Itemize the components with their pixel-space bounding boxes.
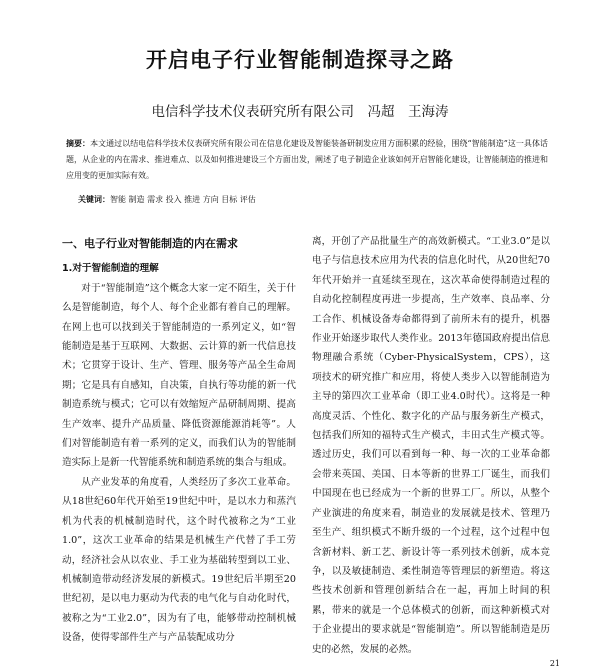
paper-title: 开启电子行业智能制造探寻之路 — [146, 48, 454, 72]
paragraph: 从产业发革的角度看，人类经历了多次工业革命。从18世纪60年代开始至19世纪中叶，是以水力和蒸汽机为代表的机械制造时代，这个时代被称之为“工业1.0”，这次工业革命的结果是机械生产代替了手工劳动，经济社会从以农业、手工业为基础转型到以工业、机械制造带动经济发展的新模式。19世纪后半期至20世纪初，是以电力驱动为代表的电气化与自动化时代，被称之为“工业2.0”，因为有了电，能够带动控制机械设备，使得零部件生产与产品装配成功分 — [62, 476, 296, 644]
right-column — [312, 232, 550, 659]
keywords-label: 关键词： — [78, 195, 110, 204]
subsection-heading: 1.对于智能制造的理解 — [62, 263, 159, 275]
abstract-label: 摘要： — [66, 139, 91, 148]
keywords-text: 智能 制造 需求 投入 推进 方向 目标 评估 — [110, 195, 256, 204]
page-number: 21 — [549, 659, 560, 668]
author-line: 电信科学技术仪表研究所有限公司 冯超 王海涛 — [151, 104, 449, 120]
keywords — [78, 194, 256, 205]
abstract-text: 本文通过以结电信科学技术仪表研究所有限公司在信息化建设及智能装备研制发应用方面积累的经验，围绕“智能制造”这一具体话题，从企业的内在需求、推进难点、以及如何推进建设三个方面出发，阐述了电子制造企业该如何开启智能化建设，让智能制造的推进和应用变的更加实际有效。 — [66, 139, 548, 180]
abstract — [66, 136, 548, 184]
paragraph: 离，开创了产品批量生产的高效新模式。“工业3.0”是以电子与信息技术应用为代表的信息化时代，从20世纪70年代开始并一直延续至现在，这次革命使得制造过程的自动化控制程度再进一步提高，生产效率、良品率、分工合作、机械设备寿命都得到了前所未有的提升，机器作业开始逐步取代人类作业。2013年德国政府提出信息物理融合系统（Cyber-PhysicalSystem，CPS），这项技术的研究推广和应用，将使人类步入以智能制造为主导的第四次工业革命（即工业4.0时代）。这将是一种高度灵活、个性化、数字化的产品与服务新生产模式，包括我们所知的福特式生产模式，丰田式生产模式等。透过历史，我们可以看到每一种、每一次的工业革命都会带来英国、美国、日本等新的世界工厂诞生，而我们中国现在也已经成为一个新的世界工厂。所以，从整个产业演进的角度来看，制造业的发展就是技术、管理乃至生产、组织模式不断升级的一个过程，这个过程中包含新材料、新工艺、新设计等一系列技术创新，成本竞争，以及敏捷制造、柔性制造等管理层的新塑造。将这些技术创新和管理创新结合在一起，再加上时间的积累，带来的就是一个总体模式的创新，而这种新模式对于企业提出的要求就是“智能制造”。所以智能制造是历史的必然，发展的必然。 — [312, 236, 550, 655]
section-heading: 一、电子行业对智能制造的内在需求 — [62, 237, 238, 250]
left-column — [62, 228, 296, 648]
paragraph: 对于“智能制造”这个概念大家一定不陌生，关于什么是智能制造，每个人、每个企业都有着自己的理解。在网上也可以找到关于智能制造的一系列定义，如“智能制造是基于互联网、大数据、云计算的新一代信息技术；它贯穿于设计、生产、管理、服务等产品全生命周期；它是具有自感知，自决策，自执行等功能的新一代制造系统与模式；它可以有效缩短产品研制周期、提高生产效率、提升产品质量、降低资源能源消耗等”。人们对智能制造有着一系列的定义，而我们认为的智能制造实际上是新一代智能系统和制造系统的集合与组成。 — [62, 282, 296, 469]
